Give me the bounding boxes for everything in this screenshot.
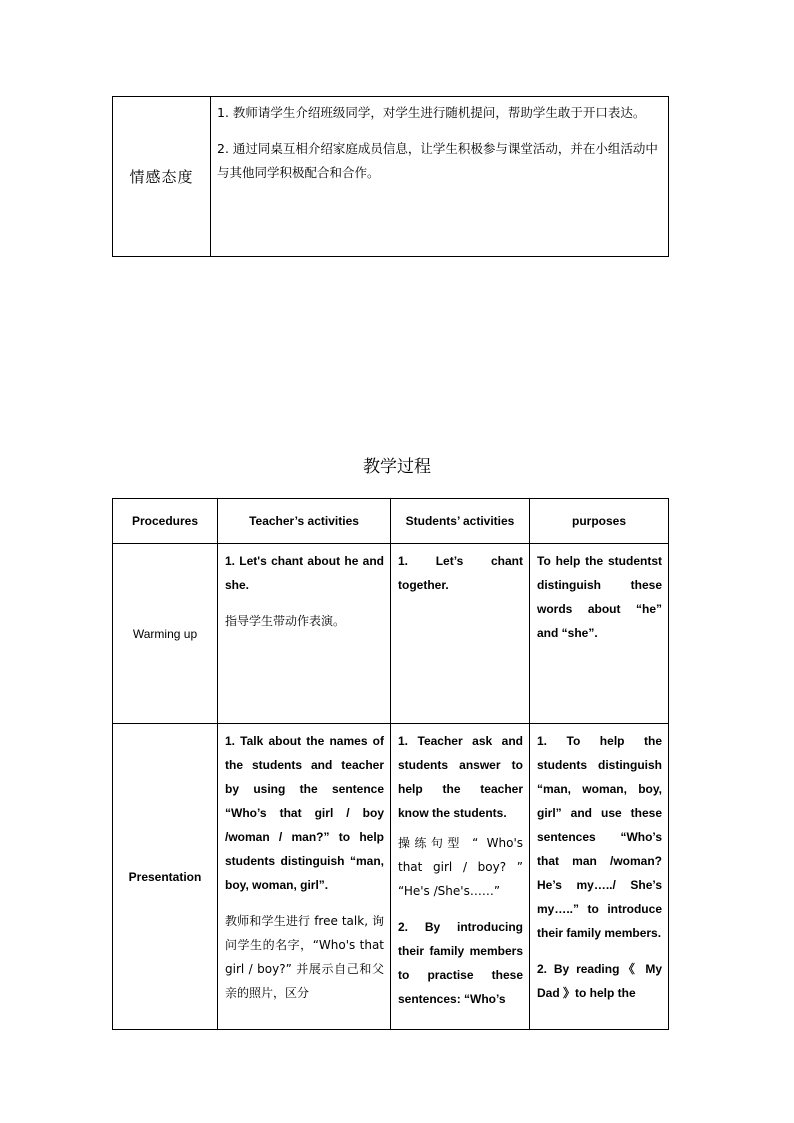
row-label-warming-up: Warming up (113, 544, 218, 724)
attitude-label: 情感态度 (113, 97, 211, 257)
student-activity: 1. Teacher ask and students answer to help the teacher know the students. (398, 734, 523, 820)
attitude-item: 1. 教师请学生介绍班级同学，对学生进行随机提问，帮助学生敢于开口表达。 (217, 105, 646, 120)
table-row (113, 724, 669, 1030)
row-label-presentation: Presentation (113, 724, 218, 1030)
purposes-cell (530, 724, 669, 1030)
teacher-activity: 教师和学生进行 free talk, 询问学生的名字，“Who's that girl / boy?” 并展示自己和父亲的照片，区分 (225, 914, 384, 1000)
table-row (113, 544, 669, 724)
students-activities-cell (391, 724, 530, 1030)
attitude-table (112, 96, 669, 257)
purposes-cell (530, 544, 669, 724)
header-students: Students’ activities (391, 499, 530, 544)
teacher-activity: 1. Let's chant about he and she. (225, 554, 384, 592)
teacher-activities-cell (218, 724, 391, 1030)
teacher-activities-cell (218, 544, 391, 724)
header-procedures: Procedures (113, 499, 218, 544)
purpose-item: 1. To help the students distinguish “man, woman, boy, girl” and use these sentences “Who’s that man /woman?He’s my…../ She’s my…..” to introduce their family members. (537, 734, 662, 940)
purpose-item: 2. By reading《 My Dad 》to help the (537, 962, 662, 1000)
student-activity: 操练句型 “ Who's that girl / boy? ” “He's /She's……” (398, 836, 523, 898)
students-activities-cell (391, 544, 530, 724)
student-activity: 1. Let’s chant together. (398, 554, 523, 592)
section-title: 教学过程 (363, 457, 431, 477)
teacher-activity: 指导学生带动作表演。 (225, 614, 346, 628)
purpose-item: To help the studentst distinguish these words about “he” and “she”. (537, 554, 662, 640)
attitude-content (211, 97, 669, 257)
attitude-item: 2. 通过同桌互相介绍家庭成员信息，让学生积极参与课堂活动，并在小组活动中与其他同学积极配合和合作。 (217, 141, 658, 180)
process-table (112, 498, 669, 1030)
header-teacher: Teacher’s activities (218, 499, 391, 544)
teacher-activity: 1. Talk about the names of the students and teacher by using the sentence “Who’s that girl / boy /woman / man?” to help students distinguish “man, boy, woman, girl”. (225, 734, 384, 892)
header-purposes: purposes (530, 499, 669, 544)
student-activity: 2. By introducing their family members to practise these sentences: “Who’s (398, 920, 523, 1006)
header-row (113, 499, 669, 544)
